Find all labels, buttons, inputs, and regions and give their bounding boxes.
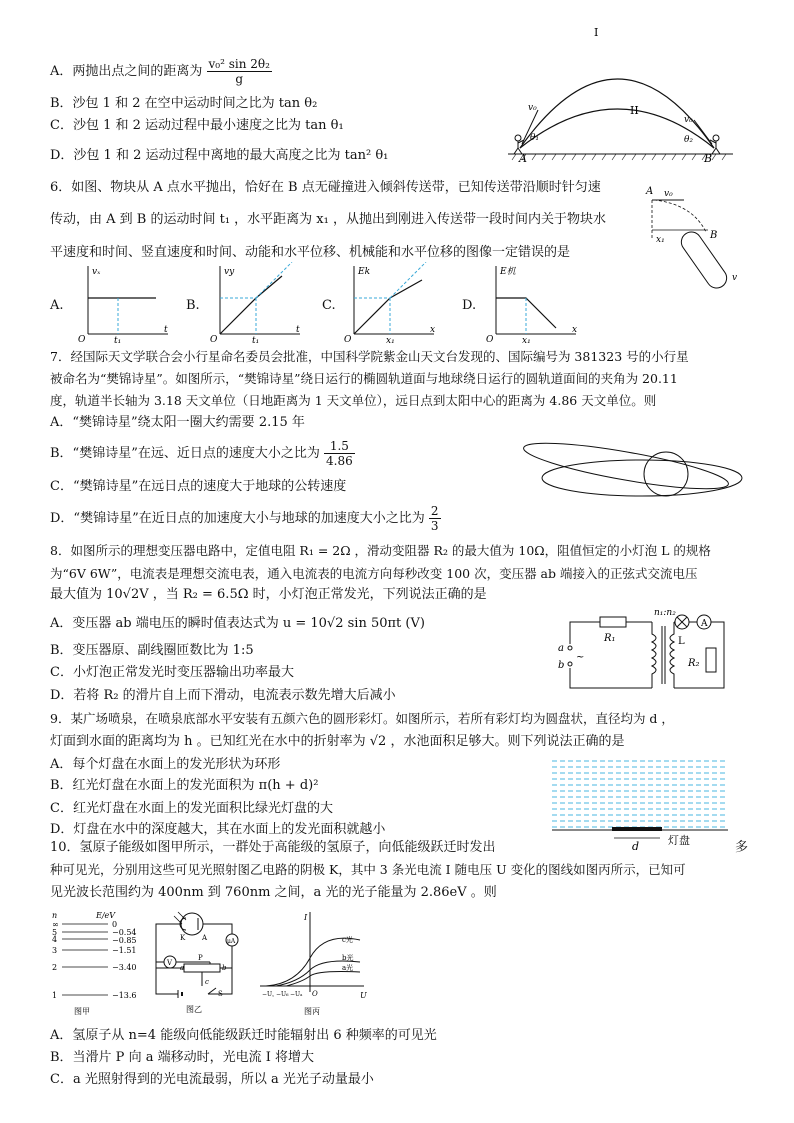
photoelectric-circuit <box>148 906 254 1018</box>
b-light-label: b光 <box>342 954 354 962</box>
v0-label-b: v₀ <box>684 115 693 125</box>
q8-stem-line1: 8．如图所示的理想变压器电路中，定值电阻 R₁ = 2Ω ，滑动变阻器 R₂ 的最大值为 10Ω，阻值恒定的小灯泡 L 的规格 <box>50 543 711 558</box>
y-axis-label: vy <box>224 267 235 277</box>
terminal-a-label: a <box>558 643 564 654</box>
q6-graph-a <box>78 262 174 344</box>
q7-stem-line3: 度，轨道半长轴为 3.18 天文单位（日地距离为 1 天文单位），远日点到太阳中心的距离为 4.86 天文单位。则 <box>50 393 657 408</box>
c-light-curve <box>266 938 360 986</box>
q9-stem-line1: 9．某广场喷泉，在喷泉底部水平安装有五颜六色的圆形彩灯。如图所示，若所有彩灯均为圆盘状，直径均为 d ， <box>50 711 674 726</box>
lamp-label: L <box>678 636 685 647</box>
r1-label: R₁ <box>604 633 616 644</box>
svg-text:−0.54: −0.54 <box>112 928 137 937</box>
terminal-b-label: b <box>558 660 565 671</box>
end-a-label: a <box>180 964 185 972</box>
q7-stem-line2: 被命名为“樊锦诗星”。如图所示，“樊锦诗星”绕日运行的椭圆轨道面与地球绕日运行的圆轨道面间的夹角为 20.11 <box>50 371 678 386</box>
primary-coil <box>652 622 656 688</box>
vy-line <box>220 276 282 334</box>
energy-level-diagram <box>52 908 148 1018</box>
q10-stem-line1-tail: 多 <box>735 840 749 855</box>
u-axis-label: U <box>360 991 367 1000</box>
q9-stem-line2: 灯面到水面的距离均为 h 。已知红光在水中的折射率为 √2 ，水池面积足够大。则下列说法正确的是 <box>50 734 625 749</box>
q8-stem-line2: 为“6V 6W”，电流表是理想交流电表，通入电流表的电流方向每秒改变 100 次，变压器 ab 端接入的正弦式交流电压 <box>50 566 698 581</box>
fig-bing-caption: 图丙 <box>304 1007 320 1016</box>
origin-label: O <box>210 335 218 344</box>
a-label: A <box>202 934 208 942</box>
q6-stem-line3: 平速度和时间、竖直速度和时间、动能和水平位移、机械能和水平位移的图像一定错误的是 <box>50 245 571 260</box>
fig-jia-caption: 图甲 <box>74 1007 90 1016</box>
tick-label: t₁ <box>114 336 122 344</box>
q6-graph-a-option: A. <box>50 298 64 313</box>
svg-text:∞: ∞ <box>52 920 59 929</box>
svg-text:−3.40: −3.40 <box>112 963 137 972</box>
q8-transformer-circuit <box>556 606 732 696</box>
ek-extension <box>390 262 426 298</box>
q6-graph-c-option: C. <box>322 298 336 313</box>
svg-text:1: 1 <box>52 991 58 1000</box>
x1-label: x₁ <box>656 235 665 245</box>
p-label: P <box>198 954 203 962</box>
a-light-label: a光 <box>342 964 354 972</box>
svg-text:−13.6: −13.6 <box>112 991 137 1000</box>
y-axis-label: E机 <box>500 267 516 277</box>
d-label: d <box>632 840 640 853</box>
q7-b-fraction: $\frac{1.5}{4.86}$ <box>326 439 353 468</box>
q9-option-b: B．红光灯盘在水面上的发光面积为 π(h + d)² <box>50 778 319 793</box>
svg-text:0: 0 <box>112 920 118 929</box>
switch-label: S <box>218 990 223 998</box>
stop-voltage-b: −U₆ <box>276 991 289 998</box>
q9-option-d: D．灯盘在水中的深度越大，其在水面上的发光面积就越小 <box>50 822 386 837</box>
q8-option-c: C．小灯泡正常发光时变压器输出功率最大 <box>50 665 294 680</box>
y-axis-label: vₓ <box>92 267 101 277</box>
path2-label: II <box>630 104 639 117</box>
belt-v-label: v <box>732 273 738 283</box>
svg-text:2: 2 <box>52 963 58 972</box>
q10-stem-line3: 见光波长范围约为 400nm 到 760nm 之间，a 光的光子能量为 2.86eV 。则 <box>50 885 497 900</box>
point-a-label: A <box>519 152 527 165</box>
ac-symbol: ~ <box>576 652 585 663</box>
theta1-label: θ₁ <box>530 133 540 143</box>
x-axis-label: x <box>572 325 578 335</box>
q9-option-a: A．每个灯盘在水面上的发光形状为环形 <box>50 757 281 772</box>
level-3 <box>52 946 137 955</box>
svg-text:−0.85: −0.85 <box>112 936 137 945</box>
q6-graph-d <box>486 262 582 344</box>
lamp-label: 灯盘 <box>668 834 690 847</box>
level-2 <box>52 963 137 972</box>
x-axis-label: t <box>164 325 168 335</box>
q8-option-b: B．变压器原、副线圈匝数比为 1:5 <box>50 643 254 658</box>
c-light-label: c光 <box>342 936 353 944</box>
q7-d-fraction: $\frac{2}{3}$ <box>430 504 439 533</box>
v0-label-a: v₀ <box>528 103 537 113</box>
turns-ratio-label: n₁:n₂ <box>654 608 676 618</box>
q5-option-a: A．两抛出点之间的距离为 $\frac{\text{v₀² sin 2θ₂}}{g}$ <box>50 57 270 86</box>
water <box>552 758 728 830</box>
q6-graph-d-option: D. <box>462 298 477 313</box>
q6-graph-c <box>344 262 440 344</box>
origin-label: O <box>78 335 86 344</box>
theta2-label: θ₂ <box>684 135 694 145</box>
ammeter-label: A <box>701 619 708 629</box>
iu-curves-graph <box>256 908 372 1018</box>
tick-label: t₁ <box>252 336 260 344</box>
origin-label: O <box>344 335 352 344</box>
q10-option-b: B．当滑片 P 向 a 端移动时，光电流 I 将增大 <box>50 1050 314 1065</box>
q10-stem-line1: 10．氢原子能级如图甲所示，一群处于高能级的氢原子，向低能级跃迁时发出 <box>50 840 496 855</box>
v0-label: v₀ <box>664 189 673 199</box>
q8-option-a: A．变压器 ab 端电压的瞬时值表达式为 u = 10√2 sin 50πt (V) <box>50 616 425 631</box>
q6-conveyor-figure <box>644 180 754 298</box>
lamp-disc <box>612 827 662 831</box>
n-header: n <box>52 911 58 920</box>
ek-line <box>354 280 422 334</box>
q7-option-d: D．“樊锦诗星”在近日点的加速度大小与地球的加速度大小之比为 $\frac{2}{3}$ <box>50 504 439 533</box>
svg-text:4: 4 <box>52 935 58 944</box>
x-axis-label: x <box>430 325 436 335</box>
resistor-r1 <box>600 617 626 627</box>
origin-label: O <box>486 335 494 344</box>
projectile-path <box>654 200 706 232</box>
level-inf <box>52 920 117 929</box>
k-label: K <box>180 934 186 942</box>
q6-graph-b-option: B. <box>186 298 200 313</box>
q9-pool-figure <box>552 758 730 854</box>
path1-label: I <box>594 26 599 39</box>
q5-option-b: B．沙包 1 和 2 在空中运动时间之比为 tan θ₂ <box>50 96 318 111</box>
svg-text:5: 5 <box>52 928 58 937</box>
slider-rheostat <box>184 964 220 972</box>
e-header: E/eV <box>96 911 116 920</box>
rheostat-r2 <box>706 648 716 672</box>
q5-trajectory-figure <box>508 22 740 168</box>
q7-option-c: C．“樊锦诗星”在远日点的速度大于地球的公转速度 <box>50 479 347 494</box>
stop-voltage-c: −U꜀ <box>262 991 275 998</box>
v-label: V <box>167 959 173 967</box>
tick-label: x₁ <box>522 336 531 344</box>
i-axis-label: I <box>304 913 308 922</box>
q10-option-a: A．氢原子从 n=4 能级向低能级跃迁时能辐射出 6 种频率的可见光 <box>50 1028 437 1043</box>
q8-option-d: D．若将 R₂ 的滑片自上而下滑动，电流表示数先增大后减小 <box>50 688 396 703</box>
fig-yi-caption: 图乙 <box>186 1005 202 1014</box>
q10-option-c: C．a 光照射得到的光电流最弱，所以 a 光光子动量最小 <box>50 1072 374 1087</box>
point-a-label: A <box>646 186 654 197</box>
q6-stem-line2: 传动，由 A 到 B 的运动时间 t₁ ，水平距离为 x₁ ，从抛出到刚进入传送带一段时间内关于物块水 <box>50 212 606 227</box>
q7-orbit-figure <box>518 426 750 512</box>
y-axis-label: Ek <box>358 267 371 277</box>
svg-text:−1.51: −1.51 <box>112 946 137 955</box>
q7-option-b: B．“樊锦诗星”在远、近日点的速度大小之比为 $\frac{1.5}{4.86}$ <box>50 439 353 468</box>
x-axis-label: t <box>296 325 300 335</box>
q10-stem-line2: 种可见光，分别用这些可见光照射图乙电路的阴极 K，其中 3 条光电流 I 随电压 U 变化的图线如图丙所示，已知可 <box>50 862 686 877</box>
ua-label: μA <box>227 938 236 945</box>
orbit-plane <box>542 460 742 496</box>
q7-stem-line1: 7．经国际天文学联合会小行星命名委员会批准，中国科学院紫金山天文台发现的、国际编号为 381323 号的小行星 <box>50 349 689 364</box>
stop-voltage-a: −Uₐ <box>290 991 303 998</box>
earth-orbit <box>644 452 688 496</box>
v0-arrow-b <box>694 120 712 144</box>
end-c-label: c <box>205 978 209 986</box>
conveyor-belt <box>677 228 730 292</box>
svg-text:3: 3 <box>52 946 58 955</box>
tick-label: x₁ <box>386 336 395 344</box>
origin-label: O <box>312 990 318 998</box>
secondary-coil <box>670 622 674 688</box>
q5-a-fraction: $\frac{\text{v₀² sin 2θ₂}}{g}$ <box>208 57 270 86</box>
level-1 <box>52 991 137 1000</box>
q8-stem-line3: 最大值为 10√2V ，当 R₂ = 6.5Ω 时，小灯泡正常发光，下列说法正确的是 <box>50 587 487 602</box>
point-b-label: B <box>704 152 713 165</box>
end-b-label: b <box>222 964 227 972</box>
r2-label: R₂ <box>688 658 700 669</box>
level-4 <box>52 935 137 945</box>
phototube <box>181 913 203 935</box>
q6-graph-b <box>210 262 306 344</box>
q9-option-c: C．红光灯盘在水面上的发光面积比绿光灯盘的大 <box>50 801 333 816</box>
point-b-label: B <box>710 230 718 241</box>
vy-extension <box>256 262 292 298</box>
q7-option-a: A．“樊锦诗星”绕太阳一圈大约需要 2.15 年 <box>50 415 305 430</box>
q5-option-d: D．沙包 1 和 2 运动过程中离地的最大高度之比为 tan² θ₁ <box>50 148 389 163</box>
q5-option-c: C．沙包 1 和 2 运动过程中最小速度之比为 tan θ₁ <box>50 118 344 133</box>
q6-stem-line1: 6．如图、物块从 A 点水平抛出，恰好在 B 点无碰撞进入倾斜传送带，已知传送带沿顺时针匀速 <box>50 180 601 195</box>
asteroid-orbit <box>521 434 731 498</box>
